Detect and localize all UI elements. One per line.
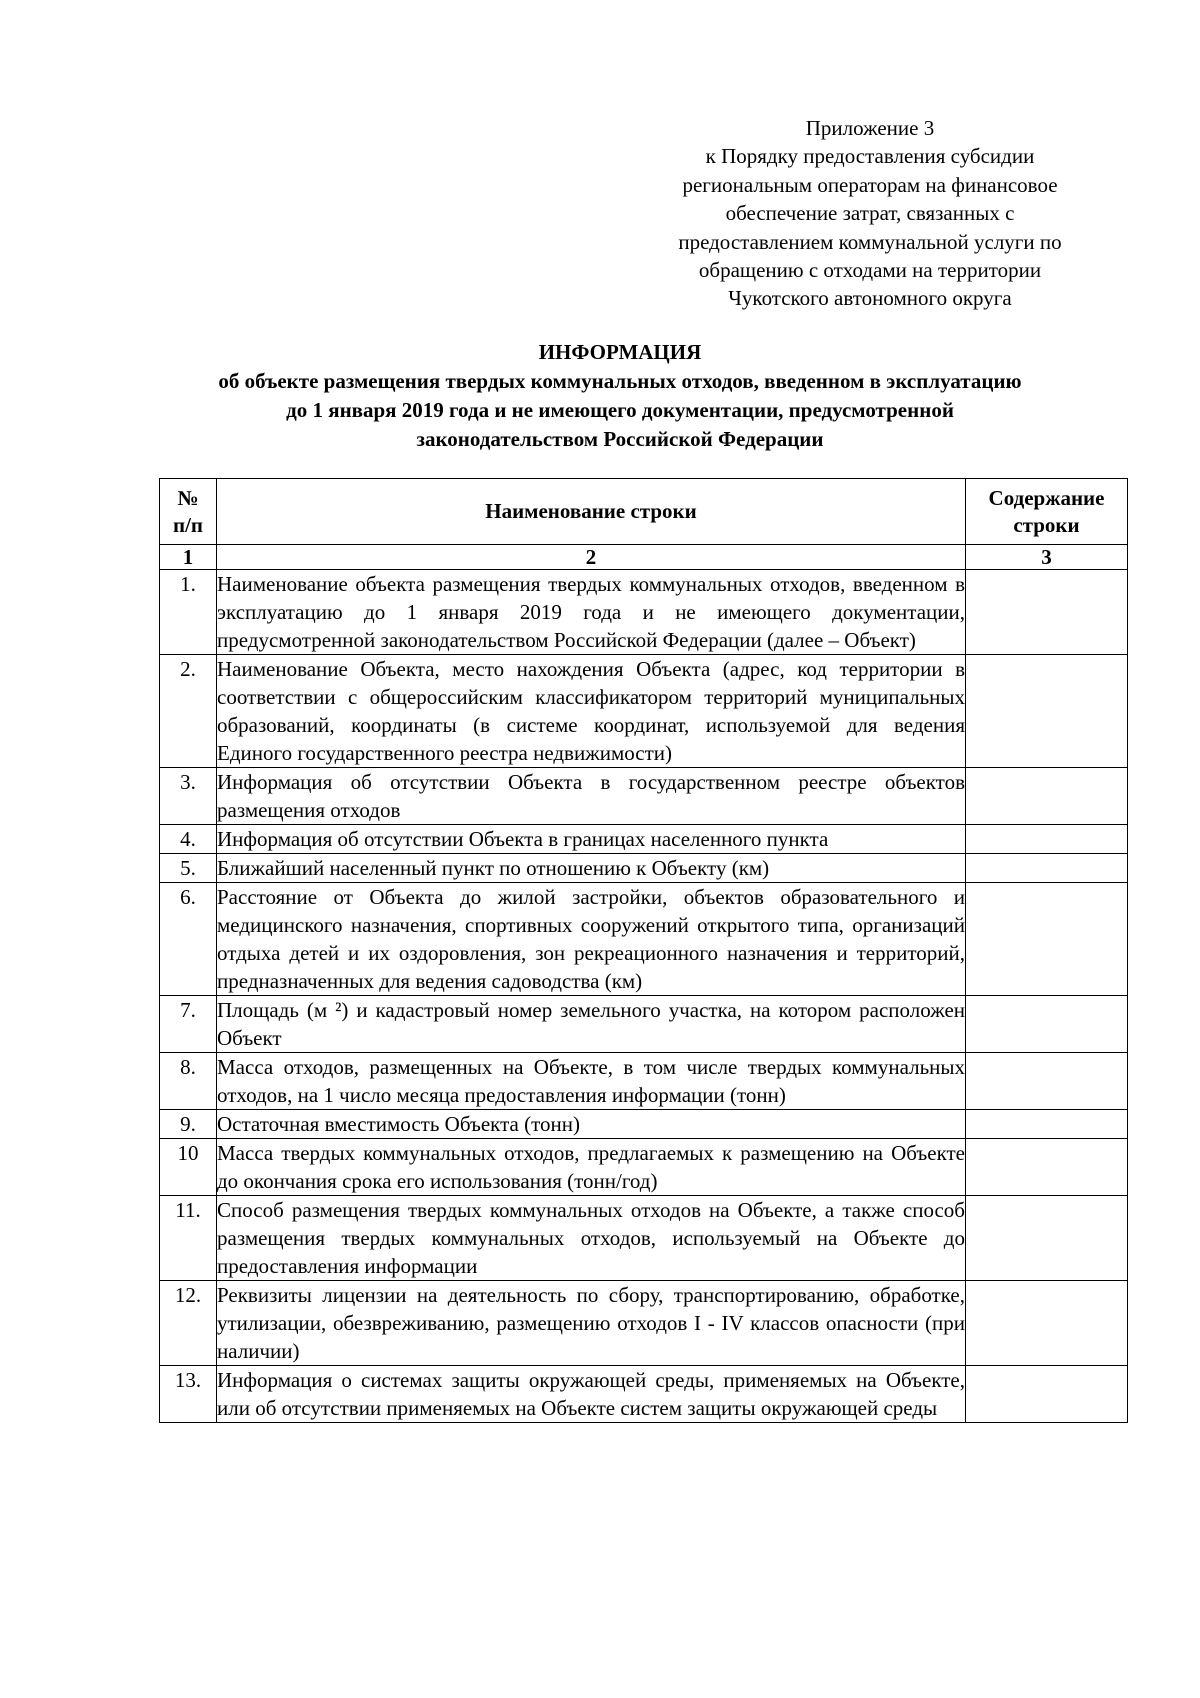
appendix-line: региональным операторам на финансовое (682, 172, 1058, 197)
row-number: 7. (160, 996, 217, 1053)
row-name: Площадь (м ²) и кадастровый номер земельного участка, на котором расположен Объект (217, 996, 966, 1053)
row-value (966, 570, 1128, 655)
row-value (966, 1053, 1128, 1110)
table-row (160, 1053, 1128, 1110)
appendix-line: Приложение 3 (805, 116, 935, 140)
row-number: 6. (160, 883, 217, 996)
row-value (966, 1110, 1128, 1139)
header-content-line: Содержание (988, 485, 1105, 510)
row-number: 11. (160, 1196, 217, 1281)
table-row (160, 1366, 1128, 1423)
row-name: Наименование Объекта, место нахождения Объекта (адрес, код территории в соответствии с общероссийским классификатором территорий муниципальных образований, координаты (в системе координат, используемой для ведения Единого государственного реестра недвижимости) (217, 655, 966, 768)
row-number: 5. (160, 854, 217, 883)
row-name: Масса твердых коммунальных отходов, предлагаемых к размещению на Объекте до окончания срока его использования (тонн/год) (217, 1139, 966, 1196)
row-value (966, 1196, 1128, 1281)
row-value (966, 825, 1128, 854)
row-name: Ближайший населенный пункт по отношению к Объекту (км) (217, 854, 966, 883)
row-name: Информация об отсутствии Объекта в границах населенного пункта (217, 825, 966, 854)
table-row (160, 825, 1128, 854)
row-name: Остаточная вместимость Объекта (тонн) (217, 1110, 966, 1139)
column-number: 1 (160, 545, 217, 570)
row-number: 12. (160, 1281, 217, 1366)
header-content-line: строки (1013, 512, 1080, 537)
title-line: законодательством Российской Федерации (416, 427, 824, 451)
row-number: 9. (160, 1110, 217, 1139)
column-number-row (160, 545, 1128, 570)
table-row (160, 1196, 1128, 1281)
row-number: 4. (160, 825, 217, 854)
table-row (160, 883, 1128, 996)
column-number: 2 (217, 545, 966, 570)
row-value (966, 768, 1128, 825)
row-number: 1. (160, 570, 217, 655)
table-row (160, 768, 1128, 825)
appendix-line: обращению с отходами на территории (698, 258, 1042, 283)
row-number: 8. (160, 1053, 217, 1110)
row-name: Информация о системах защиты окружающей среды, применяемых на Объекте, или об отсутствии применяемых на Объекте систем защиты окружающей среды (217, 1366, 966, 1423)
row-value (966, 1139, 1128, 1196)
row-value (966, 1366, 1128, 1423)
row-number: 10 (160, 1139, 217, 1196)
header-num-line: № (177, 485, 199, 510)
row-number: 3. (160, 768, 217, 825)
row-name: Наименование объекта размещения твердых коммунальных отходов, введенном в эксплуатацию до 1 января 2019 года и не имеющего документации, предусмотренной законодательством Российской Федерации (далее – Объект) (217, 570, 966, 655)
row-value (966, 655, 1128, 768)
title-line: до 1 января 2019 года и не имеющего документации, предусмотренной (286, 398, 954, 422)
title-main: ИНФОРМАЦИЯ (538, 340, 702, 364)
row-number: 13. (160, 1366, 217, 1423)
header-name: Наименование строки (217, 479, 966, 545)
row-value (966, 1281, 1128, 1366)
table-row (160, 570, 1128, 655)
header-row (160, 479, 1128, 545)
header-num (160, 479, 217, 545)
table-row (160, 996, 1128, 1053)
row-value (966, 996, 1128, 1053)
appendix-line: предоставлением коммунальной услуги по (678, 229, 1062, 254)
row-name: Способ размещения твердых коммунальных отходов на Объекте, а также способ размещения твердых коммунальных отходов, используемый на Объекте до предоставления информации (217, 1196, 966, 1281)
table-row (160, 655, 1128, 768)
table-row (160, 1281, 1128, 1366)
row-name: Масса отходов, размещенных на Объекте, в том числе твердых коммунальных отходов, на 1 число месяца предоставления информации (тонн) (217, 1053, 966, 1110)
appendix-line: Чукотского автономного округа (728, 286, 1012, 311)
header-num-line: п/п (172, 512, 204, 537)
table-row (160, 854, 1128, 883)
row-value (966, 854, 1128, 883)
table-row (160, 1139, 1128, 1196)
appendix-line: обеспечение затрат, связанных с (725, 201, 1015, 226)
row-name: Расстояние от Объекта до жилой застройки, объектов образовательного и медицинского назначения, спортивных сооружений открытого типа, организаций отдыха детей и их оздоровления, зон рекреационного назначения и территорий, предназначенных для ведения садоводства (км) (217, 883, 966, 996)
row-name: Информация об отсутствии Объекта в государственном реестре объектов размещения отходов (217, 768, 966, 825)
column-number: 3 (966, 545, 1128, 570)
appendix-header (640, 114, 1100, 313)
row-name: Реквизиты лицензии на деятельность по сбору, транспортированию, обработке, утилизации, обезвреживанию, размещению отходов I - IV классов опасности (при наличии) (217, 1281, 966, 1366)
row-number: 2. (160, 655, 217, 768)
header-content (966, 479, 1128, 545)
title-line: об объекте размещения твердых коммунальных отходов, введенном в эксплуатацию (218, 369, 1022, 393)
table-row (160, 1110, 1128, 1139)
appendix-line: к Порядку предоставления субсидии (705, 144, 1035, 169)
info-table (159, 478, 1128, 1423)
document-title (140, 338, 1100, 454)
row-value (966, 883, 1128, 996)
